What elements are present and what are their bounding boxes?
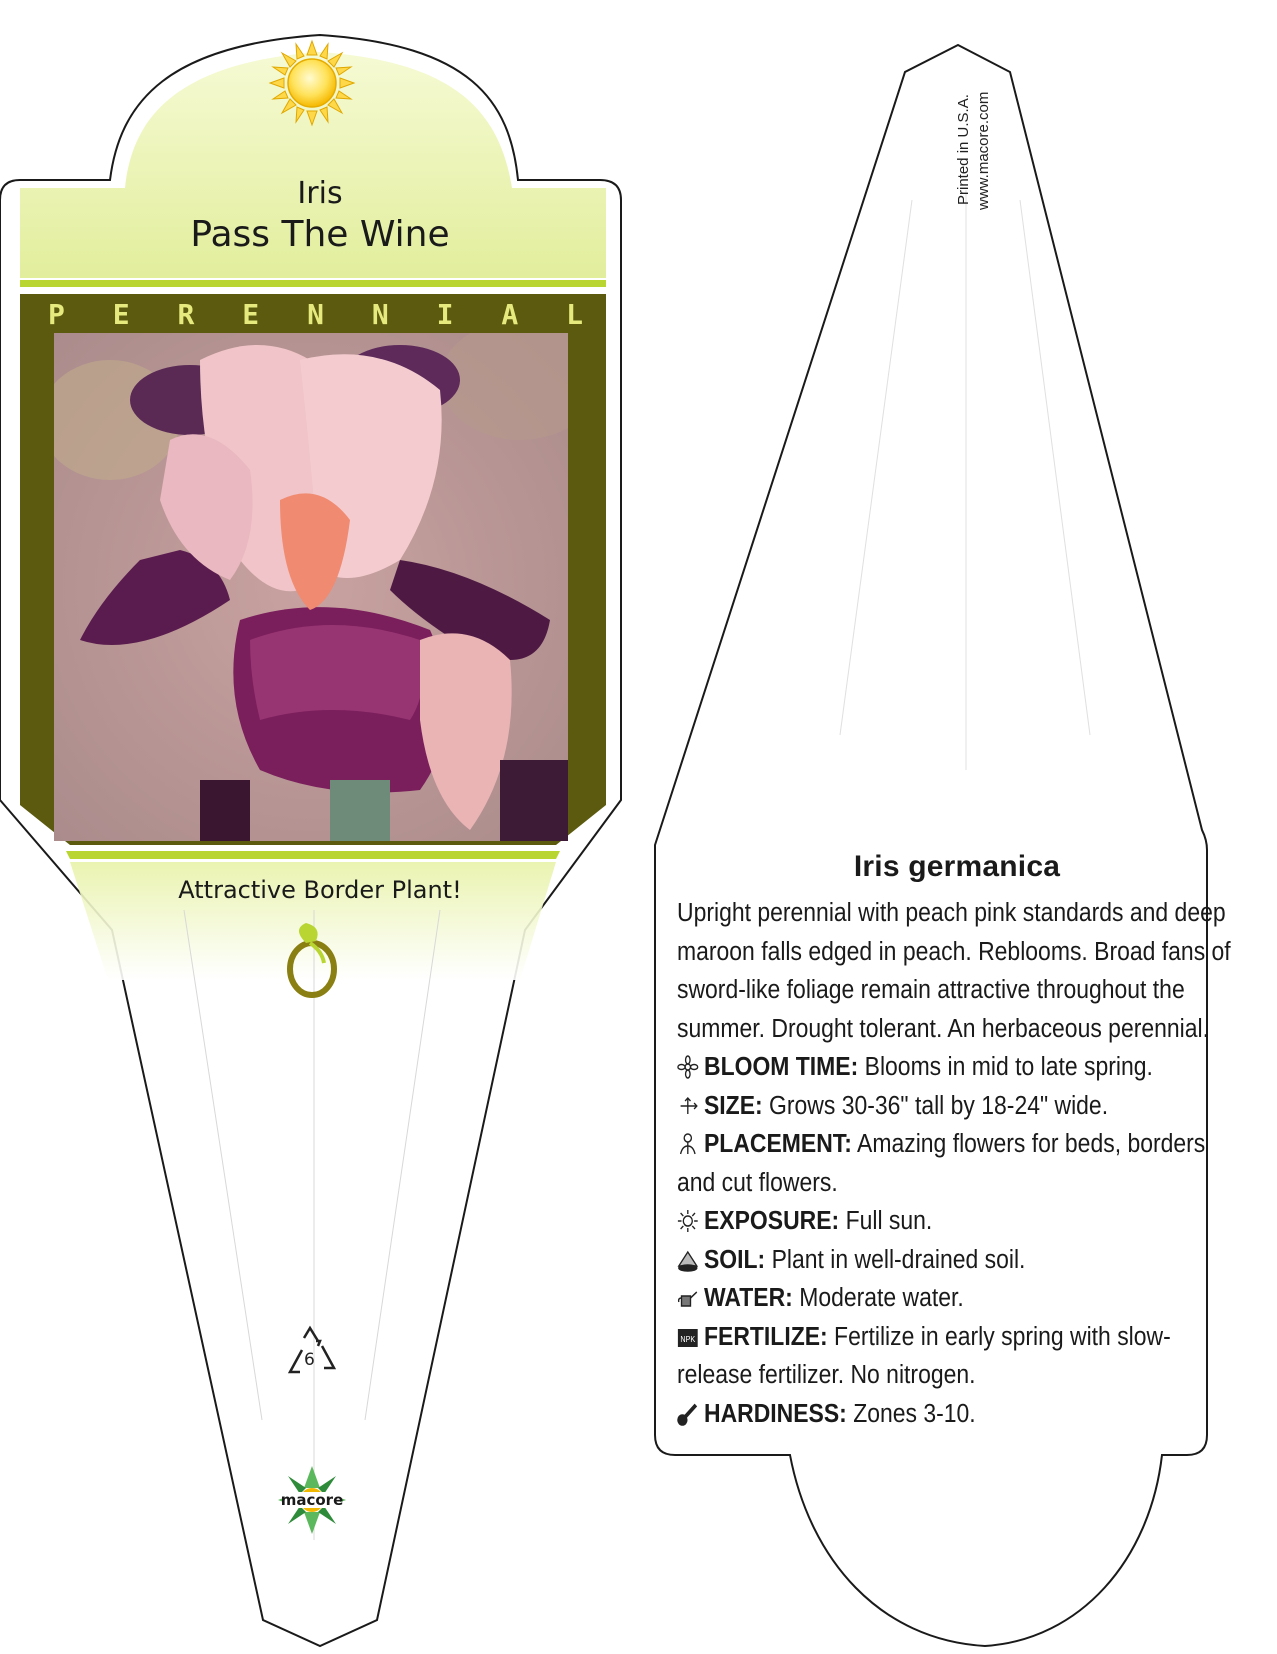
care-label: PLACEMENT: — [704, 1130, 852, 1158]
care-item — [677, 1318, 1235, 1395]
printed-in: Printed in U.S.A. — [955, 94, 972, 205]
care-label: WATER: — [704, 1284, 793, 1312]
care-value: Amazing flowers for beds, borders and cut flowers. — [677, 1130, 1206, 1197]
care-label: FERTILIZE: — [704, 1322, 828, 1351]
care-label: EXPOSURE: — [704, 1207, 840, 1235]
care-value: Plant in well-drained soil. — [771, 1245, 1026, 1274]
care-text — [677, 894, 1235, 1433]
description: Upright perennial with peach pink standards and deep maroon falls edged in peach. Reblooms. Broad fans of sword-like foliage remain attractive throughout the summer. Drought tolerant. An herbaceous perennial. — [677, 899, 1231, 1043]
care-label: BLOOM TIME: — [704, 1053, 859, 1081]
care-label: SIZE: — [704, 1091, 763, 1120]
npk-text: NPK — [680, 1334, 696, 1344]
care-item — [677, 1279, 1235, 1318]
care-value: Moderate water. — [799, 1284, 964, 1312]
care-item — [677, 1241, 1235, 1280]
website: www.macore.com — [975, 91, 992, 210]
iris-photo — [40, 320, 600, 841]
category-letter: N — [307, 298, 324, 331]
category-letter: L — [566, 298, 583, 331]
soil-icon — [677, 1248, 699, 1272]
care-label: HARDINESS: — [704, 1399, 847, 1428]
recycle-number: 6 — [304, 1350, 315, 1370]
care-value: Blooms in mid to late spring. — [864, 1053, 1153, 1081]
placement-icon — [677, 1132, 699, 1156]
care-value: Grows 30-36" tall by 18-24" wide. — [769, 1091, 1109, 1120]
care-item — [677, 1048, 1235, 1087]
npk-icon — [677, 1325, 699, 1349]
category-letter: E — [112, 298, 130, 331]
genus-title: Iris — [297, 176, 343, 211]
care-value: Full sun. — [845, 1207, 933, 1235]
category-label — [48, 298, 583, 331]
category-letter: R — [177, 298, 195, 331]
sun-icon — [677, 1209, 699, 1233]
category-letter: I — [436, 298, 454, 331]
care-item — [677, 1087, 1235, 1126]
category-letter: N — [371, 298, 389, 331]
watering-can-icon — [677, 1286, 699, 1310]
flower-icon — [677, 1055, 699, 1079]
botanical-name: Iris germanica — [853, 850, 1061, 883]
care-value: Zones 3-10. — [853, 1399, 976, 1428]
category-letter: E — [242, 298, 260, 331]
tagline: Attractive Border Plant! — [178, 876, 462, 904]
band-rule — [66, 851, 560, 859]
print-info — [955, 55, 992, 255]
care-item — [677, 1125, 1235, 1202]
care-info — [677, 850, 1237, 1433]
care-item — [677, 1395, 1235, 1434]
category-letter: A — [501, 298, 519, 331]
cultivar-title: Pass The Wine — [190, 214, 450, 255]
header-rule — [20, 280, 606, 287]
thermometer-icon — [677, 1402, 699, 1426]
care-value: Fertilize in early spring with slow-release fertilizer. No nitrogen. — [677, 1322, 1171, 1389]
size-icon — [677, 1094, 699, 1118]
category-letter: P — [48, 298, 65, 331]
care-item — [677, 1202, 1235, 1241]
sun-icon — [270, 41, 354, 125]
logo-text: macore — [280, 1491, 344, 1509]
care-label: SOIL: — [704, 1245, 766, 1274]
